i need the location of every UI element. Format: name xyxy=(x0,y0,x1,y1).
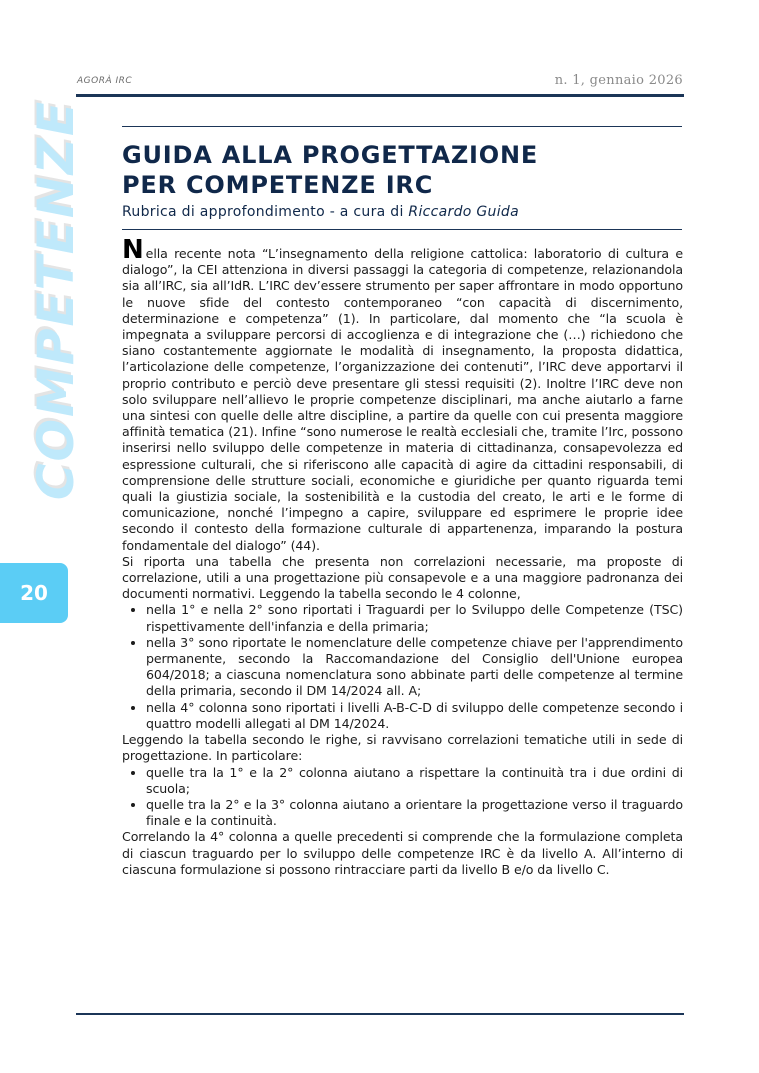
column-list xyxy=(122,602,683,732)
page-number-badge xyxy=(0,563,68,623)
paragraph-3: Leggendo la tabella secondo le righe, si ravvisano correlazioni tematiche utili in sede di progettazione. In particolare: xyxy=(122,732,683,764)
article-subtitle xyxy=(122,204,519,220)
article-title xyxy=(122,140,538,200)
section-side-title: COMPETENZE xyxy=(27,99,85,501)
paragraph-1-text: ella recente nota “L’insegnamento della religione cattolica: laboratorio di cultura e dialogo”, la CEI attenziona in diversi passaggi la categoria di competenze, relazionandola sia all’IRC, sia all’IdR. L’IRC dev’essere strumento per saper affrontare in modo opportuno le nuove sfide del contesto contemporaneo “con capacità di discernimento, determinazione e competenza” (1). In particolare, dal momento che “la scuola è impegnata a sviluppare percorsi di accoglienza e di integrazione che (…) richiedono che siano costantemente aggiornate le modalità di insegnamento, la proposta didattica, l’articolazione delle competenze, l’organizzazione dei contenuti”, l’IRC deve apportarvi il proprio contributo e perciò deve presentare gli stessi requisiti (2). Inoltre l’IRC deve non solo sviluppare nell’allievo le proprie competenze disciplinari, ma anche aiutarlo a farne una sintesi con quelle delle altre discipline, a partire da quelle con cui presenta maggiore affinità tematica (21). Infine “sono numerose le realtà ecclesiali che, tramite l’Irc, possono inserirsi nello sviluppo delle competenze in materia di cittadinanza, consapevolezza ed espressione culturali, che si riferiscono alle capacità di agire da cittadini responsabili, di comprensione delle strutture sociali, economiche e giuridiche per quanto riguarda temi quali la giustizia sociale, la sostenibilità e la custodia del creato, le arti e le forme di comunicazione, nonché l’impegno a capire, sviluppare ed esprimere le proprie idee secondo il contesto della formazione culturale di appartenenza, imparando la postura fondamentale del dialogo” (44). xyxy=(122,246,683,553)
title-rule-bottom xyxy=(122,229,682,230)
publication-name: AGORÀ IRC xyxy=(77,76,133,86)
drop-cap: N xyxy=(122,235,144,265)
paragraph-2: Si riporta una tabella che presenta non correlazioni necessarie, ma proposte di correlazione, utili a una progettazione più consapevole e a una maggiore padronanza dei documenti normativi. Leggendo la tabella secondo le 4 colonne, xyxy=(122,553,683,602)
row-list xyxy=(122,765,683,830)
list-item: • nella 4° colonna sono riportati i livelli A-B-C-D di sviluppo delle competenze secondo i quattro modelli allegati al DM 14/2024. xyxy=(146,700,683,732)
article-body xyxy=(122,235,683,878)
issue-label: n. 1, gennaio 2026 xyxy=(554,73,683,88)
list-item: • quelle tra la 2° e la 3° colonna aiutano a orientare la progettazione verso il traguardo finale e la continuità. xyxy=(146,797,683,829)
subtitle-prefix: Rubrica di approfondimento - a cura di xyxy=(122,204,409,220)
article-title-line-2: PER COMPETENZE IRC xyxy=(122,171,434,199)
paragraph-1 xyxy=(122,235,683,554)
list-item: • nella 1° e nella 2° sono riportati i Traguardi per lo Sviluppo delle Competenze (TSC) rispettivamente dell'infanzia e della primaria; xyxy=(146,602,683,634)
page-number: 20 xyxy=(20,581,48,605)
title-rule-top xyxy=(122,126,682,127)
list-item: • nella 3° sono riportate le nomenclature delle competenze chiave per l'apprendimento permanente, secondo la Raccomandazione del Consiglio dell'Unione europea 604/2018; a ciascuna nomenclatura sono abbinate parti delle competenze al termine della primaria, secondo il DM 14/2024 all. A; xyxy=(146,635,683,700)
author-name: Riccardo Guida xyxy=(408,204,519,220)
footer-rule xyxy=(76,1013,684,1015)
list-item: • quelle tra la 1° e la 2° colonna aiutano a rispettare la continuità tra i due ordini di scuola; xyxy=(146,765,683,797)
article-title-line-1: GUIDA ALLA PROGETTAZIONE xyxy=(122,141,539,169)
paragraph-4: Correlando la 4° colonna a quelle precedenti si comprende che la formulazione completa di ciascun traguardo per lo sviluppo delle competenze IRC è da livello A. All’interno di ciascuna formulazione si possono rintracciare parti da livello B e/o da livello C. xyxy=(122,829,683,877)
header-rule xyxy=(76,94,684,97)
